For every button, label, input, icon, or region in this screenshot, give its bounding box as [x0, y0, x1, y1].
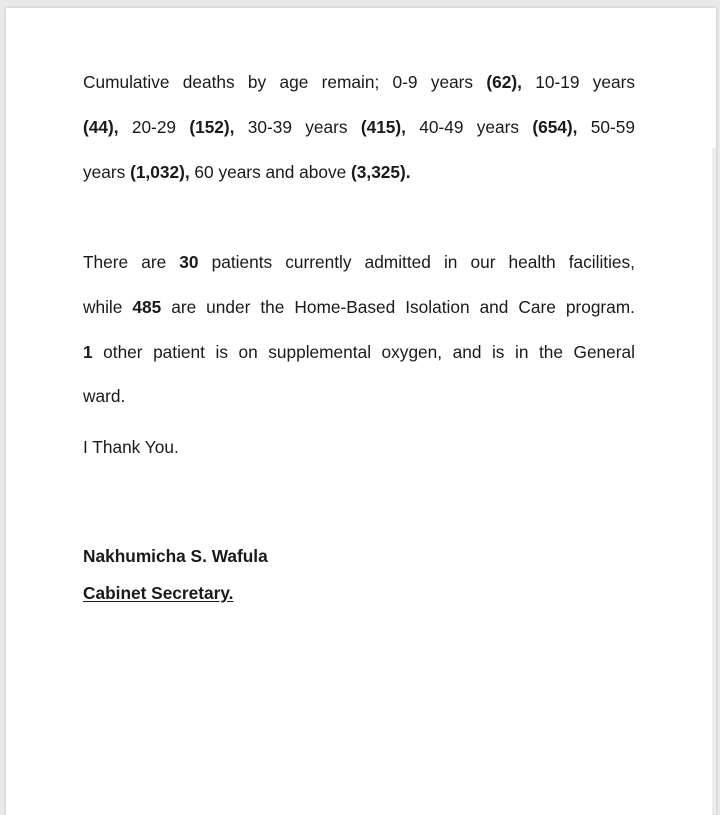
bold-value: (62),: [486, 72, 522, 92]
patients-line-4: [83, 386, 635, 406]
bold-value: (415),: [360, 117, 406, 137]
bold-value: (3,325).: [351, 162, 411, 182]
text-span: 30-39 years: [234, 117, 361, 137]
text-span: 60 years and above: [189, 162, 352, 182]
bold-value: (654),: [532, 117, 578, 137]
patients-line-2: [83, 297, 635, 317]
signatory-title-line: [83, 583, 635, 603]
bold-value: 30: [179, 252, 199, 272]
closing-text: I Thank You.: [83, 437, 179, 457]
text-span: patients currently admitted in our health facilities,: [198, 252, 635, 272]
text-span: years: [83, 162, 131, 182]
text-span: 50-59: [577, 117, 635, 137]
bold-value: (152),: [189, 117, 235, 137]
bold-value: 1: [83, 342, 93, 362]
text-span: are under the Home-Based Isolation and Care program.: [161, 297, 635, 317]
text-span: Cumulative deaths by age remain; 0-9 years: [83, 72, 487, 92]
signatory-name: Nakhumicha S. Wafula: [83, 546, 268, 566]
text-span: ward.: [83, 386, 126, 406]
bold-value: (1,032),: [130, 162, 190, 182]
text-span: 10-19 years: [521, 72, 635, 92]
bold-value: (44),: [83, 117, 119, 137]
deaths-line-1: [83, 72, 635, 92]
text-span: while: [83, 297, 133, 317]
signatory-title: Cabinet Secretary.: [83, 583, 234, 603]
patients-line-3: [83, 342, 635, 362]
deaths-line-2: [83, 117, 635, 137]
text-span: other patient is on supplemental oxygen, and is in the General: [92, 342, 635, 362]
document-page: [6, 8, 716, 815]
deaths-line-3: [83, 162, 635, 182]
text-span: 20-29: [118, 117, 190, 137]
text-span: 40-49 years: [405, 117, 533, 137]
bold-value: 485: [132, 297, 162, 317]
patients-line-1: [83, 252, 635, 272]
page-edge-shadow: [712, 148, 716, 815]
text-span: There are: [83, 252, 180, 272]
